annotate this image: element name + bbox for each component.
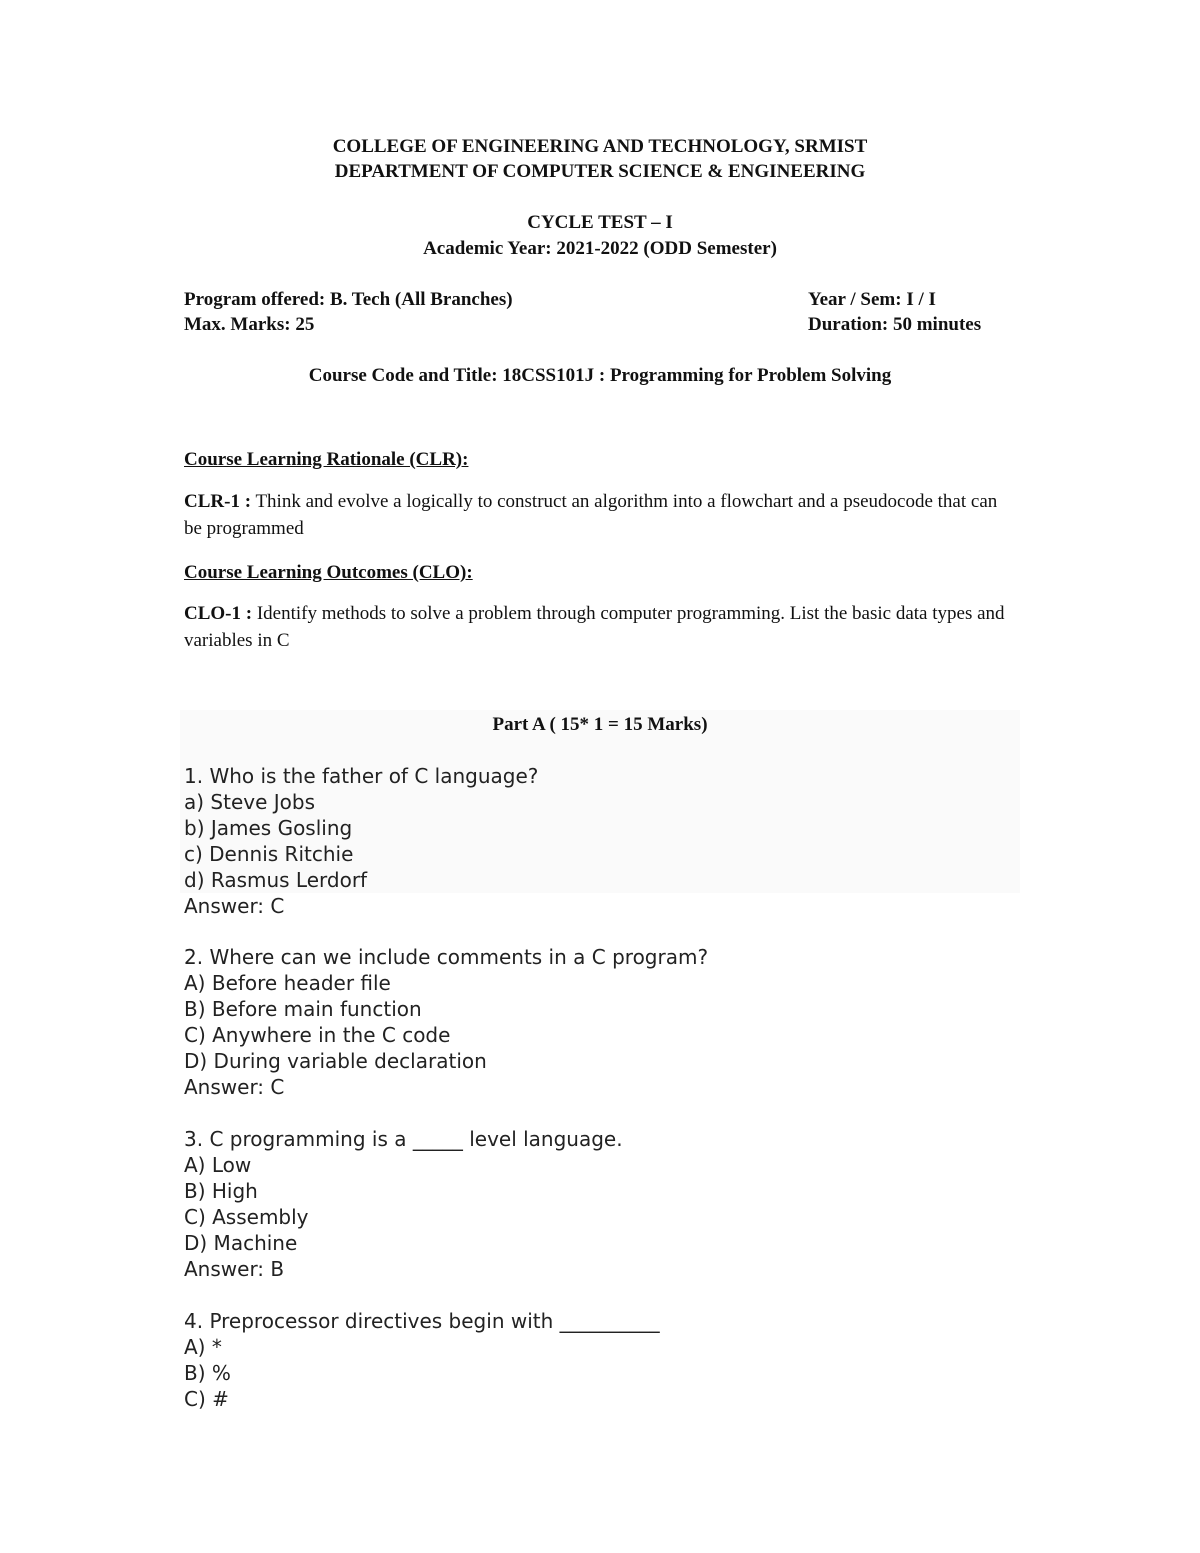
option-b: b) James Gosling bbox=[184, 816, 353, 840]
option-c: C) # bbox=[184, 1387, 229, 1411]
answer: Answer: B bbox=[184, 1257, 285, 1281]
clo-heading: Course Learning Outcomes (CLO): bbox=[184, 562, 473, 583]
program-offered: Program offered: B. Tech (All Branches) bbox=[184, 289, 513, 310]
clo-1-label: CLO-1 : bbox=[184, 603, 253, 624]
part-a-title: Part A ( 15* 1 = 15 Marks) bbox=[492, 714, 708, 735]
test-title: CYCLE TEST – I bbox=[527, 212, 673, 233]
option-d: d) Rasmus Lerdorf bbox=[184, 868, 368, 892]
clr-heading: Course Learning Rationale (CLR): bbox=[184, 449, 469, 470]
option-c: C) Anywhere in the C code bbox=[184, 1023, 451, 1047]
question-4 bbox=[184, 1308, 660, 1412]
clr-1-text: Think and evolve a logically to construct an algorithm into a flowchart and a pseudocode that can be programmed bbox=[184, 491, 998, 539]
clr-1 bbox=[184, 488, 1014, 542]
option-b: B) % bbox=[184, 1361, 231, 1385]
academic-year: Academic Year: 2021-2022 (ODD Semester) bbox=[423, 238, 777, 259]
question-text: 1. Who is the father of C language? bbox=[184, 764, 539, 788]
department-title: DEPARTMENT OF COMPUTER SCIENCE & ENGINEERING bbox=[334, 161, 866, 182]
question-text: 3. C programming is a _____ level language. bbox=[184, 1127, 623, 1151]
duration: Duration: 50 minutes bbox=[808, 314, 982, 335]
option-a: A) Low bbox=[184, 1153, 252, 1177]
clo-1-text: Identify methods to solve a problem through computer programming. List the basic data types and variables in C bbox=[184, 603, 1005, 651]
option-a: a) Steve Jobs bbox=[184, 790, 316, 814]
option-b: B) High bbox=[184, 1179, 258, 1203]
college-title: COLLEGE OF ENGINEERING AND TECHNOLOGY, SRMIST bbox=[332, 136, 868, 157]
option-b: B) Before main function bbox=[184, 997, 422, 1021]
option-d: D) Machine bbox=[184, 1231, 298, 1255]
question-text: 4. Preprocessor directives begin with __________ bbox=[184, 1309, 660, 1333]
question-3 bbox=[184, 1126, 623, 1282]
question-1 bbox=[184, 763, 538, 919]
option-c: c) Dennis Ritchie bbox=[184, 842, 354, 866]
option-d: D) During variable declaration bbox=[184, 1049, 487, 1073]
max-marks: Max. Marks: 25 bbox=[184, 314, 315, 335]
clo-1 bbox=[184, 600, 1014, 654]
answer: Answer: C bbox=[184, 894, 285, 918]
year-sem: Year / Sem: I / I bbox=[808, 289, 936, 310]
question-text: 2. Where can we include comments in a C program? bbox=[184, 945, 709, 969]
clr-1-label: CLR-1 : bbox=[184, 491, 252, 512]
answer: Answer: C bbox=[184, 1075, 285, 1099]
option-a: A) Before header file bbox=[184, 971, 391, 995]
option-c: C) Assembly bbox=[184, 1205, 309, 1229]
course-code-title: Course Code and Title: 18CSS101J : Programming for Problem Solving bbox=[308, 365, 892, 386]
question-2 bbox=[184, 944, 708, 1100]
option-a: A) * bbox=[184, 1335, 222, 1359]
